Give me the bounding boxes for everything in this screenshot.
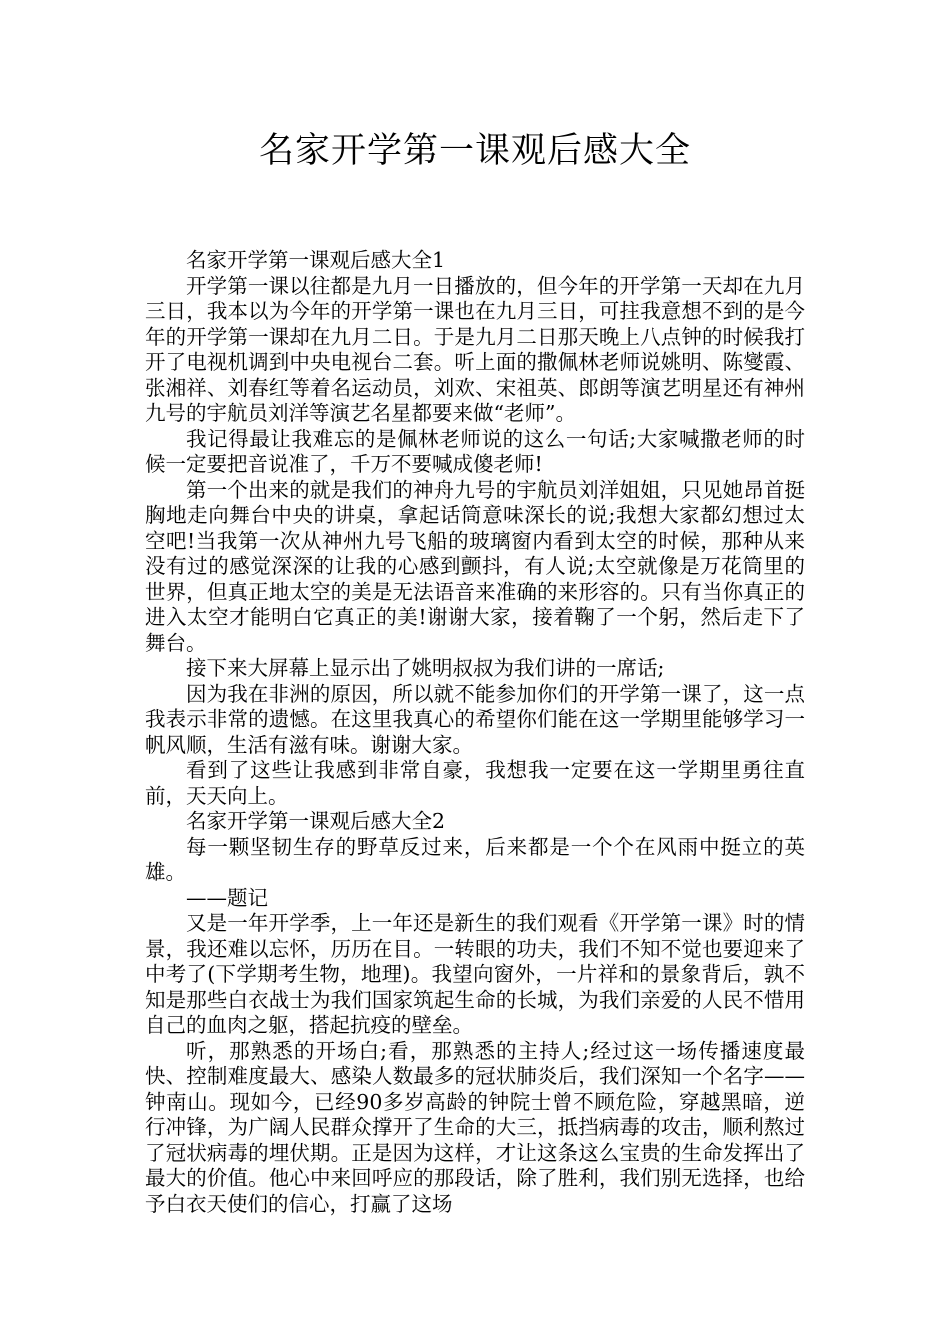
paragraph: 因为我在非洲的原因，所以就不能参加你们的开学第一课了，这一点我表示非常的遗憾。在这里我真心的希望你们能在这一学期里能够学习一帆风顺，生活有滋有味。谢谢大家。 <box>145 681 805 757</box>
paragraph: 听，那熟悉的开场白;看，那熟悉的主持人;经过这一场传播速度最快、控制难度最大、感染人数最多的冠状肺炎后，我们深知一个名字——钟南山。现如今，已经90多岁高龄的钟院士曾不顾危险，穿越黑暗，逆行冲锋，为广阔人民群众撑开了生命的大三，抵挡病毒的攻击，顺利熬过了冠状病毒的埋伏期。正是因为这样，才让这条这么宝贵的生命发挥出了最大的价值。他心中来回呼应的那段话，除了胜利，我们别无选择，也给予白衣天使们的信心，打赢了这场 <box>145 1038 805 1216</box>
document-body <box>145 248 805 1217</box>
section-heading-2: 名家开学第一课观后感大全2 <box>186 809 446 833</box>
paragraph: 我记得最让我难忘的是佩林老师说的这么一句话;大家喊撒老师的时候一定要把音说准了，千万不要喊成傻老师! <box>145 426 805 476</box>
paragraph: 开学第一课以往都是九月一日播放的，但今年的开学第一天却在九月三日，我本以为今年的开学第一课也在九月三日，可拄我意想不到的是今年的开学第一课却在九月二日。于是九月二日那天晚上八点钟的时候我打开了电视机调到中央电视台二套。听上面的撒佩林老师说姚明、陈燮霞、张湘祥、刘春红等着名运动员，刘欢、宋祖英、郎朗等演艺明星还有神州九号的宇航员刘洋等演艺名星都要来做“老师”。 <box>145 273 805 425</box>
paragraph: 第一个出来的就是我们的神舟九号的宇航员刘洋姐姐，只见她昂首挺胸地走向舞台中央的讲桌，拿起话筒意味深长的说;我想大家都幻想过太空吧!当我第一次从神州九号飞船的玻璃窗内看到太空的时候，那种从来没有过的感觉深深的让我的心感到颤抖，有人说;太空就像是万花筒里的世界，但真正地太空的美是无法语音来准确的来形容的。只有当你真正的进入太空才能明白它真正的美!谢谢大家，接着鞠了一个躬，然后走下了舞台。 <box>145 477 805 655</box>
epigraph: 每一颗坚韧生存的野草反过来，后来都是一个个在风雨中挺立的英雄。 <box>145 834 805 884</box>
paragraph: 接下来大屏幕上显示出了姚明叔叔为我们讲的一席话; <box>186 656 665 680</box>
section-heading-1: 名家开学第一课观后感大全1 <box>186 248 446 272</box>
document-title: 名家开学第一课观后感大全 <box>258 131 691 171</box>
paragraph: 看到了这些让我感到非常自豪，我想我一定要在这一学期里勇往直前，天天向上。 <box>145 758 805 808</box>
paragraph: 又是一年开学季，上一年还是新生的我们观看《开学第一课》时的情景，我还难以忘怀，历历在目。一转眼的功夫，我们不知不觉也要迎来了中考了(下学期考生物，地理)。我望向窗外，一片祥和的景象背后，孰不知是那些白衣战士为我们国家筑起生命的长城，为我们亲爱的人民不惜用自己的血肉之躯，搭起抗疫的壁垒。 <box>145 911 805 1037</box>
epigraph-attribution: ——题记 <box>186 885 268 910</box>
